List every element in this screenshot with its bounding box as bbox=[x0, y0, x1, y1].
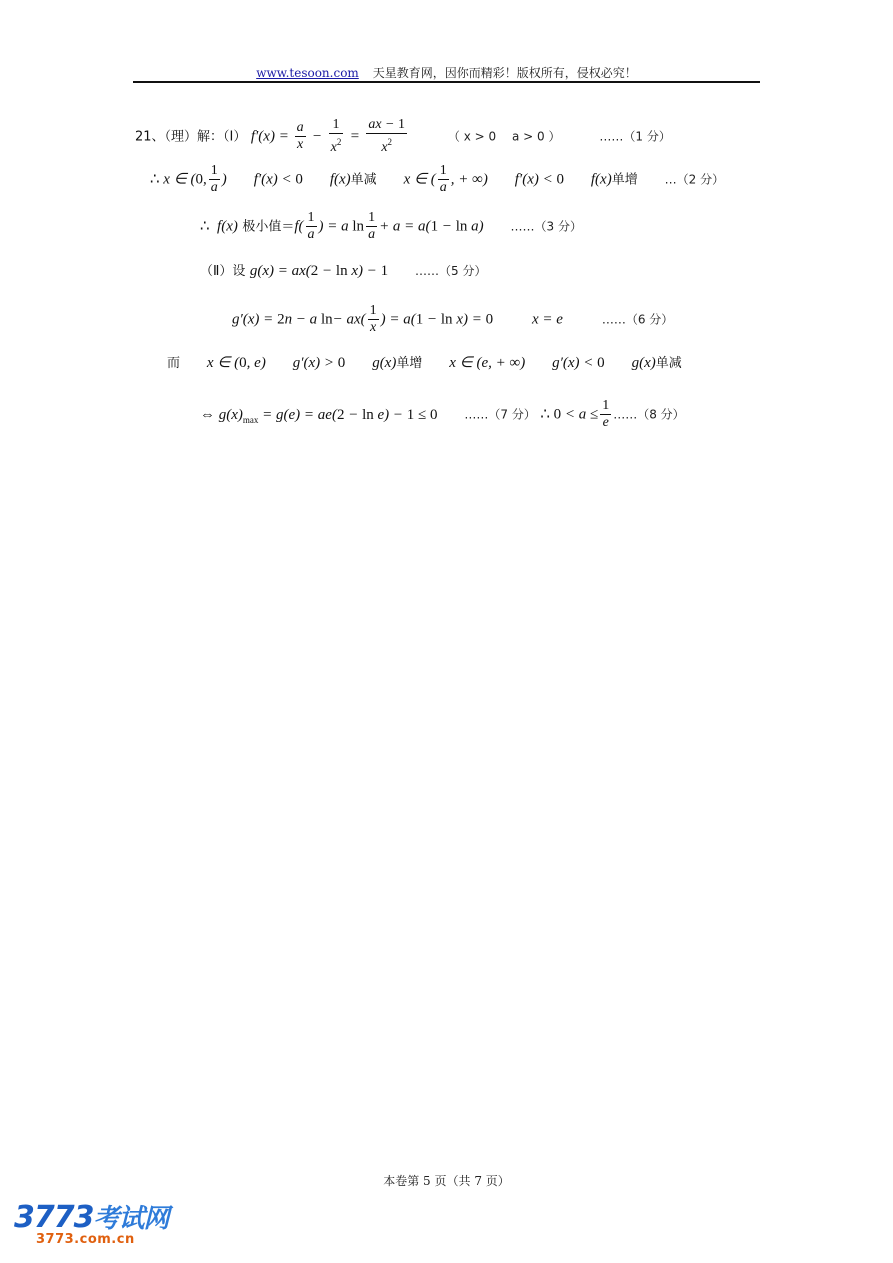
header-rule bbox=[133, 81, 760, 83]
logo-sub: 3773.com.cn bbox=[36, 1232, 135, 1247]
page-header bbox=[0, 64, 893, 81]
frac-1-over-x2: $\frac{1}{x^2}$ bbox=[330, 117, 342, 155]
points-5: ……（5 分） bbox=[415, 264, 487, 278]
points-2: …（2 分） bbox=[664, 172, 725, 187]
logo-main: 3773考试网 bbox=[14, 1200, 169, 1235]
points-7: ……（7 分） bbox=[464, 407, 536, 422]
points-3: ……（3 分） bbox=[510, 219, 582, 234]
decreasing-1: 单减 bbox=[350, 172, 377, 188]
condition: （ x > 0 a > 0 ） bbox=[447, 129, 561, 144]
and-label: 而 bbox=[167, 356, 181, 371]
site-logo bbox=[14, 1198, 174, 1248]
page-footer: 本卷第 5 页（共 7 页） bbox=[383, 1174, 510, 1188]
frac-a-over-x: $\frac{a}{x}$ bbox=[296, 120, 304, 152]
line-7: ⇔ $g(x)_{max} = g(e) = ae(2 - \ln e) - 1 \le 0$ ……（7 分） ∴ 0 < a ≤ $\frac{1}{e}$ ……（8 分） bbox=[200, 398, 685, 430]
decreasing-2: 单减 bbox=[655, 356, 682, 371]
header-link[interactable]: www.tesoon.com bbox=[256, 66, 359, 80]
line-4: （Ⅱ）设 g(x) = ax(2 − ln x) − 1 ……（5 分） bbox=[200, 263, 487, 279]
points-8: ……（8 分） bbox=[613, 407, 685, 422]
line-6: 而 x ∈ (0, e) g′(x) > 0 g(x)单增 x ∈ (e, + ∞) g′(x) < 0 g(x)单减 bbox=[167, 355, 682, 371]
points-1: ……（1 分） bbox=[599, 129, 671, 144]
problem-label: 21、（理）解：（Ⅰ） bbox=[135, 129, 247, 145]
increasing-2: 单增 bbox=[396, 356, 423, 371]
line-3: ∴ f(x) 极小值＝f( $\frac{1}{a}$ ) = a ln $\frac{1}{a}$ + a = a(1 − ln a) ……（3 分） bbox=[200, 210, 582, 242]
minimum-label: 极小值＝ bbox=[242, 219, 295, 235]
line-2: ∴ x ∈ (0, $\frac{1}{a}$ ) f′(x) < 0 f(x)单减 x ∈ ( $\frac{1}{a}$ , + ∞) f′(x) < 0 f(x)单增 …（2 分） bbox=[150, 163, 725, 195]
line-5: g′(x) = 2n − a ln− ax( $\frac{1}{x}$ ) = a(1 − ln x) = 0 x = e ……（6 分） bbox=[232, 303, 674, 335]
line-1: 21、（理）解：（Ⅰ） f′(x) = $\frac{a}{x}$ − $\frac{1}{x^2}$ = $\frac{ax - 1}{x^2}$ （ x > 0 a > 0 ） ……（1 分） bbox=[135, 117, 671, 155]
increasing-1: 单增 bbox=[611, 172, 638, 188]
points-6: ……（6 分） bbox=[601, 312, 674, 327]
header-tagline: 天星教育网，因你而精彩！版权所有，侵权必究！ bbox=[372, 66, 637, 80]
formula-fprime: f′(x) = bbox=[250, 128, 293, 145]
part2-label: （Ⅱ）设 bbox=[200, 264, 246, 279]
frac-1-over-a: $\frac{1}{a}$ bbox=[210, 163, 218, 195]
frac-ax-1-over-x2: $\frac{ax - 1}{x^2}$ bbox=[368, 117, 406, 155]
